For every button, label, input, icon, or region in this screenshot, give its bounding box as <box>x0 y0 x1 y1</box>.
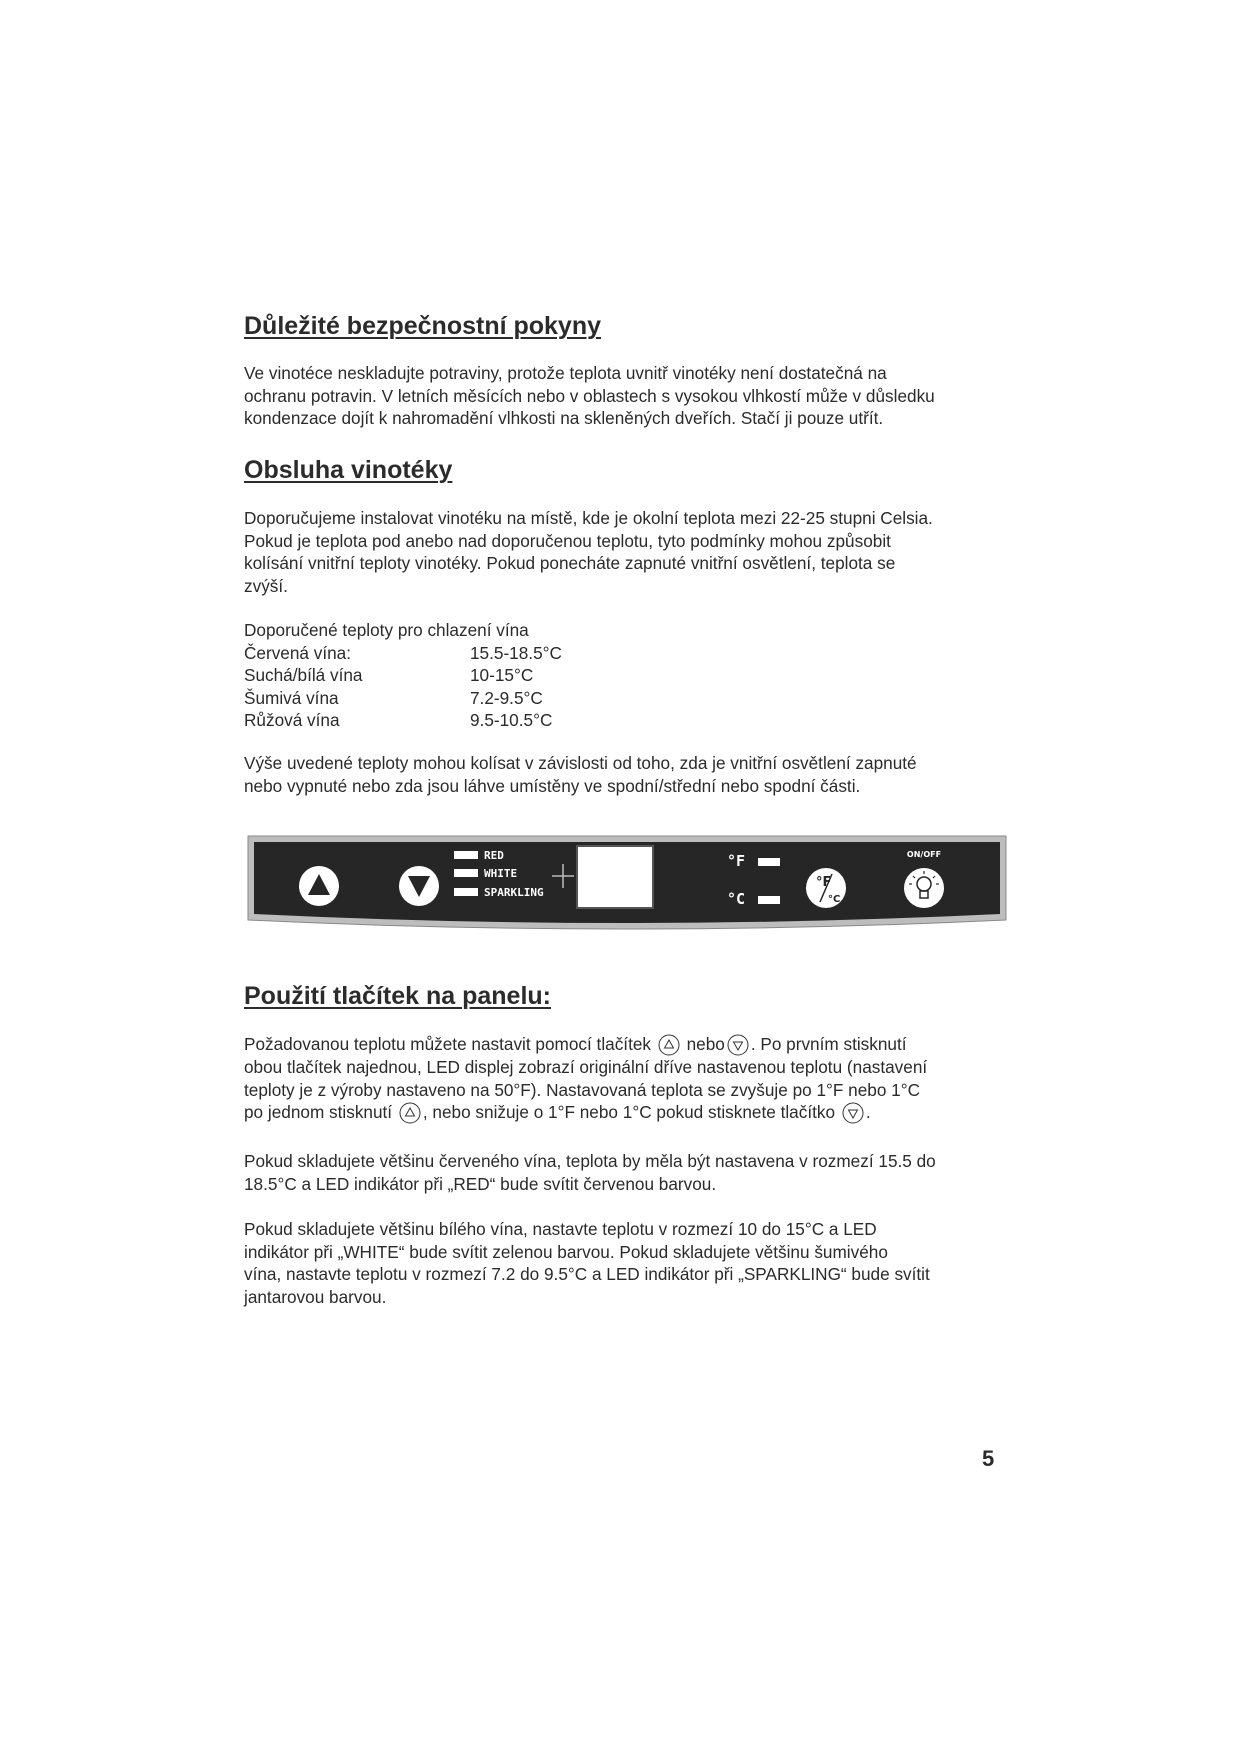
control-panel-illustration <box>244 834 1010 946</box>
led-celsius <box>758 896 780 904</box>
label-onoff: ON/OFF <box>906 850 942 859</box>
unit-toggle-button <box>806 868 846 908</box>
wine-temp: 10-15°C <box>470 665 534 686</box>
label-sparkling: SPARKLING <box>484 886 544 899</box>
temperature-row <box>244 687 1014 710</box>
text-line: indikátor při „WHITE“ bude svítit zelenou barvou. Pokud skladujete většinu šumivého <box>244 1241 888 1262</box>
text-line: Výše uvedené teploty mohou kolísat v závislosti od toho, zda je vnitřní osvětlení zapnuté <box>244 753 917 773</box>
text-line <box>244 1033 1014 1056</box>
heading-panel-buttons: Použití tlačítek na panelu: <box>244 982 551 1010</box>
temperature-up-button <box>299 866 339 906</box>
led-white <box>454 869 478 877</box>
wine-type: Šumivá vína <box>244 687 339 708</box>
label-red: RED <box>484 849 504 862</box>
temperature-row <box>244 642 1014 665</box>
led-fahrenheit <box>758 858 780 866</box>
text-line: teploty je z výroby nastaveno na 50°F). Nastavovaná teplota se zvyšuje po 1°F nebo 1°C <box>244 1079 921 1100</box>
svg-text:°F: °F <box>816 875 832 890</box>
label-fahrenheit: °F <box>727 852 746 870</box>
text-line: jantarovou barvou. <box>244 1286 387 1307</box>
text-fragment: . <box>865 1102 871 1123</box>
wine-temp: 9.5-10.5°C <box>470 710 553 731</box>
text-line: Doporučujeme instalovat vinotéku na místě, kde je okolní teplota mezi 22-25 stupni Celsia. <box>244 508 933 528</box>
text-line: kolísání vnitřní teploty vinotéky. Pokud ponecháte zapnuté vnitřní osvětlení, teplota se <box>244 553 896 574</box>
text-line: nebo vypnuté nebo zda jsou láhve umístěny ve spodní/střední nebo spodní části. <box>244 775 861 796</box>
led-display <box>577 846 653 908</box>
wine-type: Suchá/bílá vína <box>244 665 363 686</box>
wine-type: Růžová vína <box>244 710 340 731</box>
wine-temp: 15.5-18.5°C <box>470 642 562 663</box>
down-arrow-icon <box>727 1034 749 1056</box>
text-line <box>244 1101 1014 1124</box>
heading-safety: Důležité bezpečnostní pokyny <box>244 312 602 340</box>
wine-type: Červená vína: <box>244 642 352 663</box>
wine-temp: 7.2-9.5°C <box>470 687 543 708</box>
paragraph-operation <box>244 507 1014 597</box>
text-line: kondenzace dojít k nahromadění vlhkosti na skleněných dveřích. Stačí ji pouze utřít. <box>244 408 884 429</box>
down-arrow-icon <box>842 1102 864 1124</box>
temperature-row <box>244 709 1014 732</box>
label-white: WHITE <box>484 867 518 880</box>
text-line: Pokud skladujete většinu červeného vína, teplota by měla být nastavena v rozmezí 15.5 do <box>244 1151 936 1171</box>
text-fragment: nebo <box>686 1034 725 1054</box>
up-arrow-icon <box>658 1034 680 1056</box>
paragraph-red-wine <box>244 1150 1014 1195</box>
text-fragment: po jednom stisknutí <box>244 1102 393 1123</box>
text-line: zvýší. <box>244 575 288 596</box>
temperature-down-button <box>399 866 439 906</box>
paragraph-temperature-note <box>244 752 1014 797</box>
text-line: Pokud je teplota pod anebo nad doporučenou teplotu, tyto podmínky mohou způsobit <box>244 530 891 551</box>
up-arrow-icon <box>399 1102 421 1124</box>
paragraph-white-sparkling <box>244 1218 1014 1308</box>
text-fragment: , nebo snižuje o 1°F nebo 1°C pokud stisknete tlačítko <box>422 1102 836 1123</box>
text-line: vína, nastavte teplotu v rozmezí 7.2 do 9.5°C a LED indikátor při „SPARKLING“ bude svítit <box>244 1264 930 1285</box>
text-line: ochranu potravin. V letních měsících nebo v oblastech s vysokou vlhkostí může v důsledku <box>244 385 935 406</box>
text-line: Ve vinotéce neskladujte potraviny, protože teplota uvnitř vinotéky není dostatečná na <box>244 363 887 383</box>
label-celsius: °C <box>727 890 746 908</box>
text-fragment: . Po prvním stisknutí <box>750 1034 907 1054</box>
led-sparkling <box>454 888 478 896</box>
text-line: obou tlačítek najednou, LED displej zobrazí originální dříve nastavenou teplotu (nastavení <box>244 1057 928 1077</box>
text-fragment: Požadovanou teplotu můžete nastavit pomocí tlačítek <box>244 1034 652 1054</box>
temperature-table-heading: Doporučené teploty pro chlazení vína <box>244 620 529 640</box>
text-line: Pokud skladujete většinu bílého vína, nastavte teplotu v rozmezí 10 do 15°C a LED <box>244 1219 877 1239</box>
control-panel-drawing <box>244 834 1010 946</box>
light-button <box>904 868 944 908</box>
svg-text:°C: °C <box>828 894 841 905</box>
paragraph-buttons <box>244 1033 1014 1124</box>
temperature-table <box>244 619 1014 732</box>
heading-operation: Obsluha vinotéky <box>244 456 453 484</box>
temperature-row <box>244 664 1014 687</box>
paragraph-safety <box>244 362 1014 430</box>
led-red <box>454 851 478 859</box>
page-number: 5 <box>982 1446 995 1471</box>
text-line: 18.5°C a LED indikátor při „RED“ bude svítit červenou barvou. <box>244 1173 717 1194</box>
